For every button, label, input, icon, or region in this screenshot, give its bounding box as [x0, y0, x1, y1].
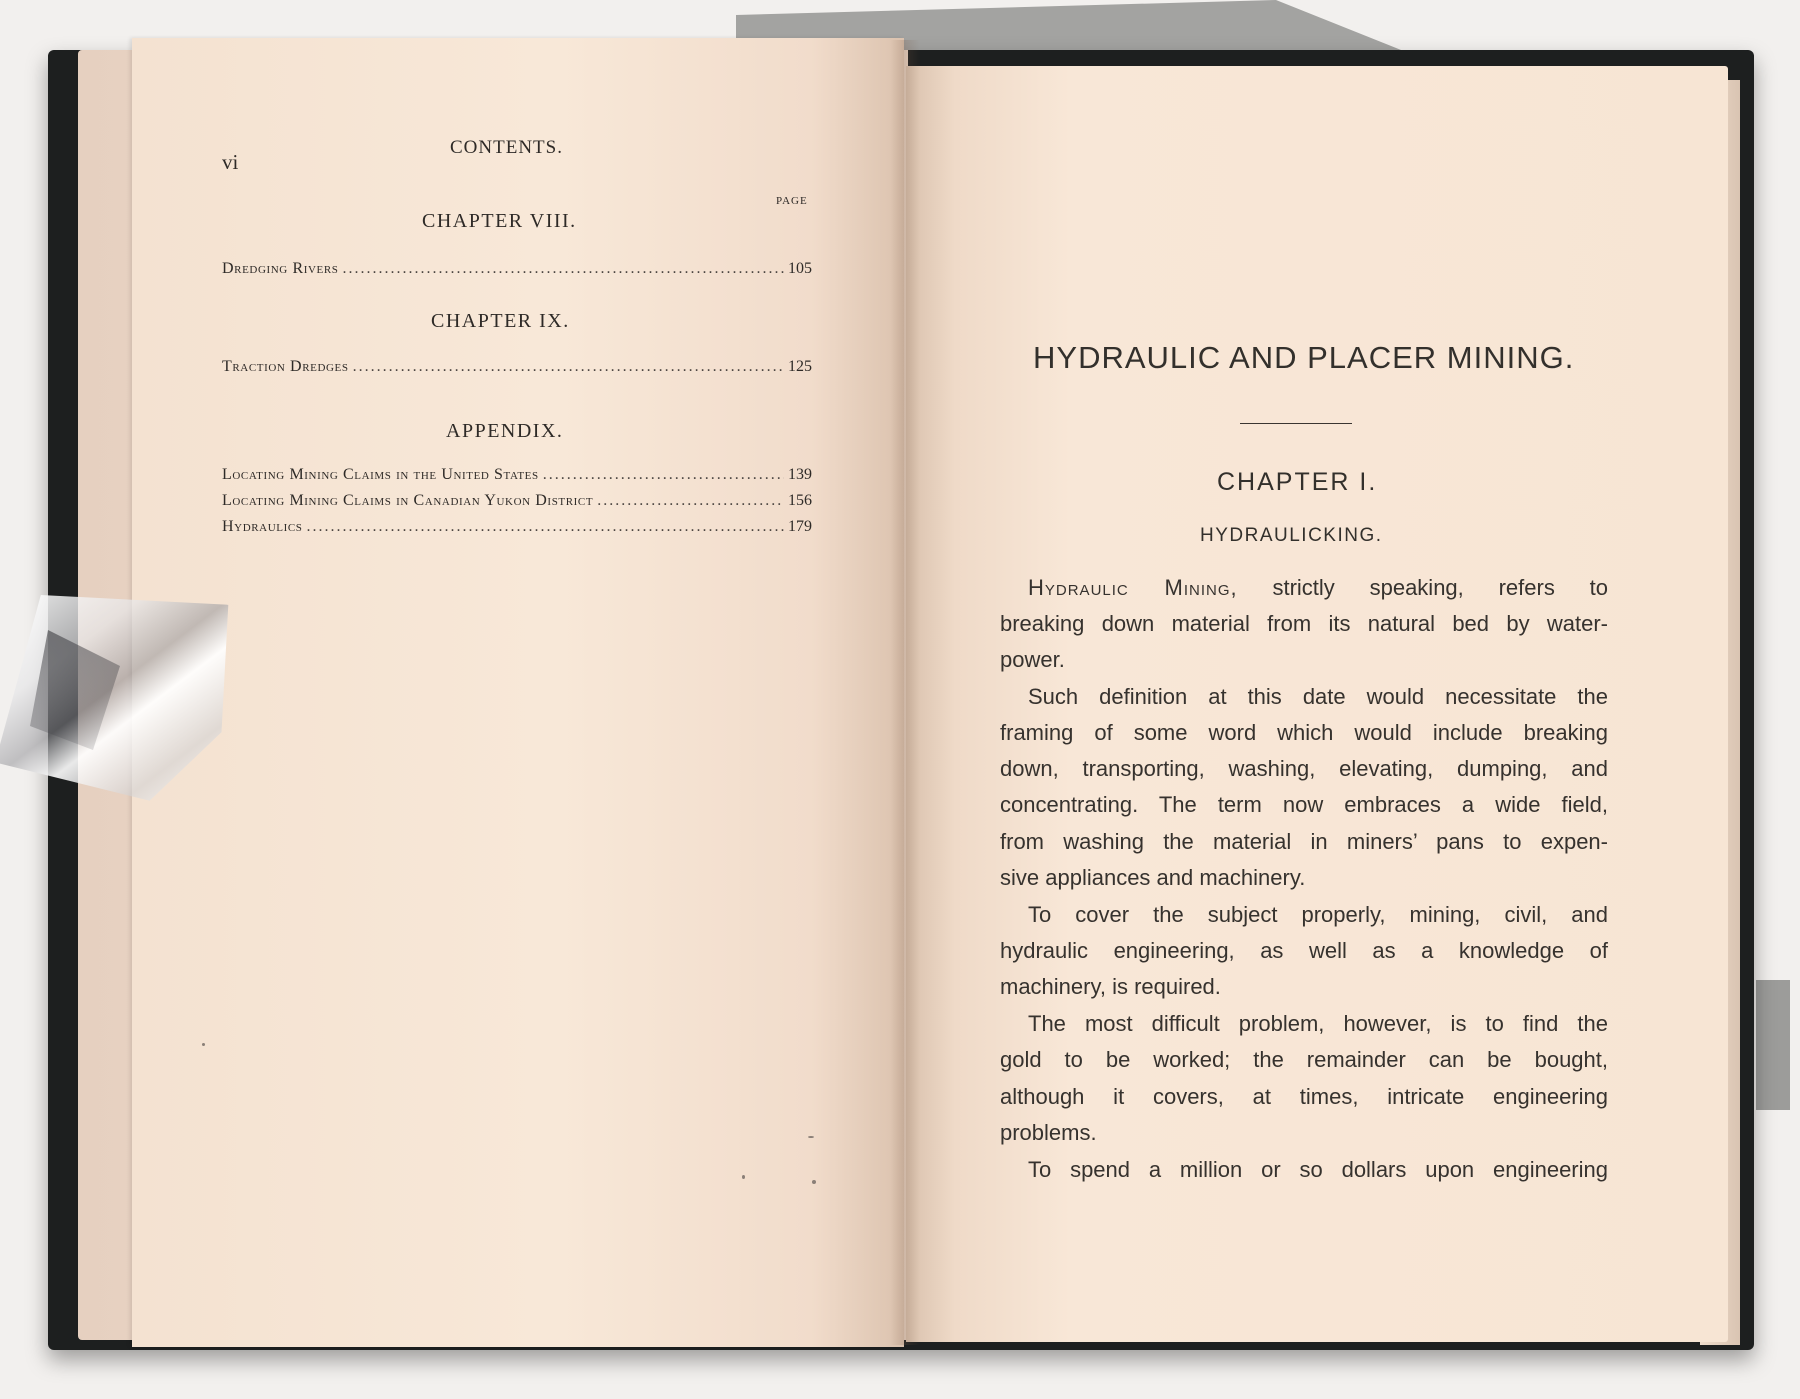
toc-entry	[222, 518, 812, 540]
toc-entry	[222, 492, 812, 514]
paper-speck	[808, 1136, 814, 1138]
chapter-title: HYDRAULICKING.	[1200, 525, 1383, 546]
toc-leader-dots	[343, 260, 784, 278]
body-text-line: power.	[1000, 647, 1065, 672]
paper-speck	[742, 1175, 745, 1179]
body-text-line: down, transporting, washing, elevating, dumping, and	[1000, 756, 1608, 781]
body-text-line: although it covers, at times, intricate engineering	[1000, 1084, 1608, 1109]
body-text-line: concentrating. The term now embraces a wide field,	[1000, 792, 1608, 817]
chapter-heading: CHAPTER I.	[1217, 468, 1378, 496]
toc-entry-title: Dredging Rivers	[222, 260, 339, 277]
toc-entry	[222, 358, 812, 380]
body-text-line: framing of some word which would include breaking	[1000, 720, 1608, 745]
toc-entry	[222, 260, 812, 282]
body-text-line: sive appliances and machinery.	[1000, 865, 1306, 890]
contents-header: CONTENTS.	[450, 137, 563, 158]
body-text-line: Such definition at this date would necessitate the	[1028, 684, 1608, 709]
paper-speck	[202, 1043, 205, 1046]
body-text-line: Hydraulic Mining, strictly speaking, refers to	[1028, 575, 1608, 600]
toc-entry-title: Locating Mining Claims in the United States	[222, 466, 539, 483]
toc-entry	[222, 466, 812, 488]
body-text-line: To cover the subject properly, mining, civil, and	[1028, 902, 1608, 927]
toc-entry-title: Locating Mining Claims in Canadian Yukon District	[222, 492, 594, 509]
page-column-label: PAGE	[776, 195, 808, 207]
body-text-line: hydraulic engineering, as well as a knowledge of	[1000, 938, 1608, 963]
lead-small-caps: Hydraulic Mining,	[1028, 575, 1238, 600]
body-text-line: from washing the material in miners’ pans to expen-	[1000, 829, 1608, 854]
page-folio: vi	[222, 150, 239, 174]
toc-heading-chapter-9: CHAPTER IX.	[431, 310, 570, 332]
title-rule	[1240, 423, 1352, 424]
toc-entry-page: 139	[788, 466, 812, 483]
body-text-line: machinery, is required.	[1000, 974, 1221, 999]
toc-entry-page: 179	[788, 518, 812, 535]
toc-leader-dots	[353, 358, 784, 376]
book-title: HYDRAULIC AND PLACER MINING.	[1033, 340, 1575, 375]
paper-speck	[812, 1180, 816, 1184]
body-text-line: To spend a million or so dollars upon engineering	[1028, 1157, 1608, 1182]
toc-entry-title: Traction Dredges	[222, 358, 349, 375]
body-text-line: The most difficult problem, however, is to find the	[1028, 1011, 1608, 1036]
book-gutter	[890, 40, 920, 1345]
left-page	[132, 38, 904, 1347]
toc-leader-dots	[307, 518, 784, 536]
toc-entry-page: 156	[788, 492, 812, 509]
display-stand-edge	[1756, 980, 1790, 1110]
toc-heading-appendix: APPENDIX.	[446, 420, 564, 442]
body-text-line: gold to be worked; the remainder can be bought,	[1000, 1047, 1608, 1072]
toc-entry-title: Hydraulics	[222, 518, 303, 535]
body-text-line: breaking down material from its natural bed by water-	[1000, 611, 1608, 636]
toc-leader-dots	[597, 492, 784, 510]
toc-leader-dots	[543, 466, 784, 484]
toc-entry-page: 125	[788, 358, 812, 375]
toc-entry-page: 105	[788, 260, 812, 277]
toc-heading-chapter-8: CHAPTER VIII.	[422, 210, 577, 232]
body-text-line: problems.	[1000, 1120, 1097, 1145]
